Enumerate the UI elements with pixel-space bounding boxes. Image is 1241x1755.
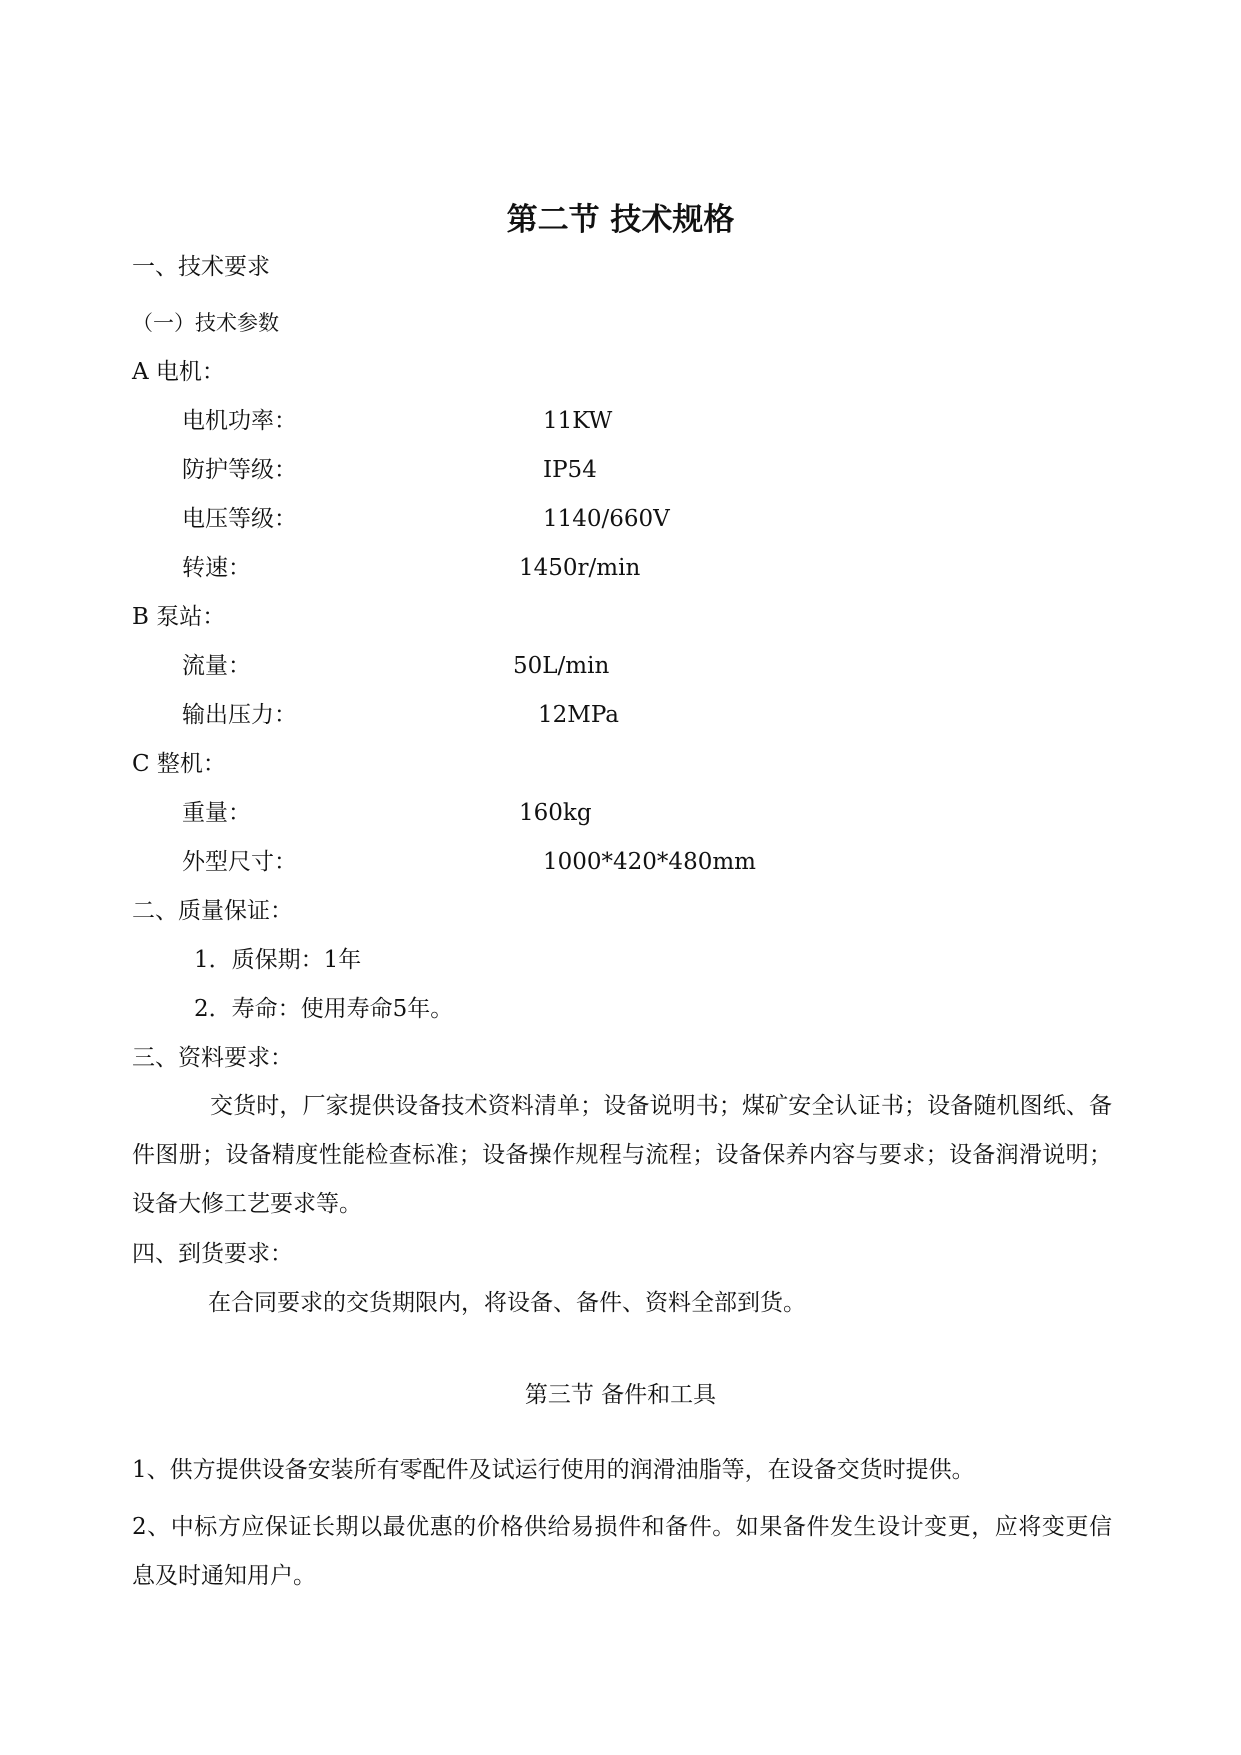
param-label: 外型尺寸： [182,849,297,875]
section3-item: 2、中标方应保证长期以最优惠的价格供给易损件和备件。如果备件发生设计变更，应将变更信息及时通知用户。 [132,1514,1112,1589]
param-value: 11KW [543,408,613,434]
param-label: 转速： [182,555,251,581]
section3-item: 1、供方提供设备安装所有零配件及试运行使用的润滑油脂等，在设备交货时提供。 [132,1457,975,1483]
param-label: 电机功率： [182,408,297,434]
param-value: 1000*420*480mm [543,849,756,875]
heading-tech-params: （一）技术参数 [132,311,279,335]
param-value: 12MPa [538,702,619,728]
quality-item: 1．质保期：1年 [194,947,362,973]
motor-heading: A 电机： [132,359,225,385]
param-label: 防护等级： [182,457,297,483]
quality-item: 2．寿命：使用寿命5年。 [194,996,454,1022]
heading-tech-requirements: 一、技术要求 [132,254,270,280]
machine-heading: C 整机： [132,751,226,777]
param-value: 50L/min [513,653,610,679]
param-label: 流量： [182,653,251,679]
param-value: 1140/660V [543,506,670,532]
section3-title: 第三节 备件和工具 [524,1382,717,1408]
docs-text: 交货时，厂家提供设备技术资料清单；设备说明书；煤矿安全认证书；设备随机图纸、备件图册；设备精度性能检查标准；设备操作规程与流程；设备保养内容与要求；设备润滑说明；设备大修工艺要求等。 [132,1093,1112,1217]
docs-paragraph [132,1082,1112,1229]
section3-item-paragraph [132,1503,1112,1601]
quality-heading: 二、质量保证： [132,898,293,924]
pump-heading: B 泵站： [132,604,226,630]
param-value: 160kg [519,800,592,826]
section-title: 第二节 技术规格 [506,202,735,238]
param-label: 电压等级： [182,506,297,532]
docs-heading: 三、资料要求： [132,1045,293,1071]
param-value: 1450r/min [519,555,641,581]
delivery-heading: 四、到货要求： [132,1241,293,1267]
param-label: 输出压力： [182,702,297,728]
param-label: 重量： [182,800,251,826]
delivery-text: 在合同要求的交货期限内，将设备、备件、资料全部到货。 [208,1290,806,1316]
param-value: IP54 [543,457,597,483]
